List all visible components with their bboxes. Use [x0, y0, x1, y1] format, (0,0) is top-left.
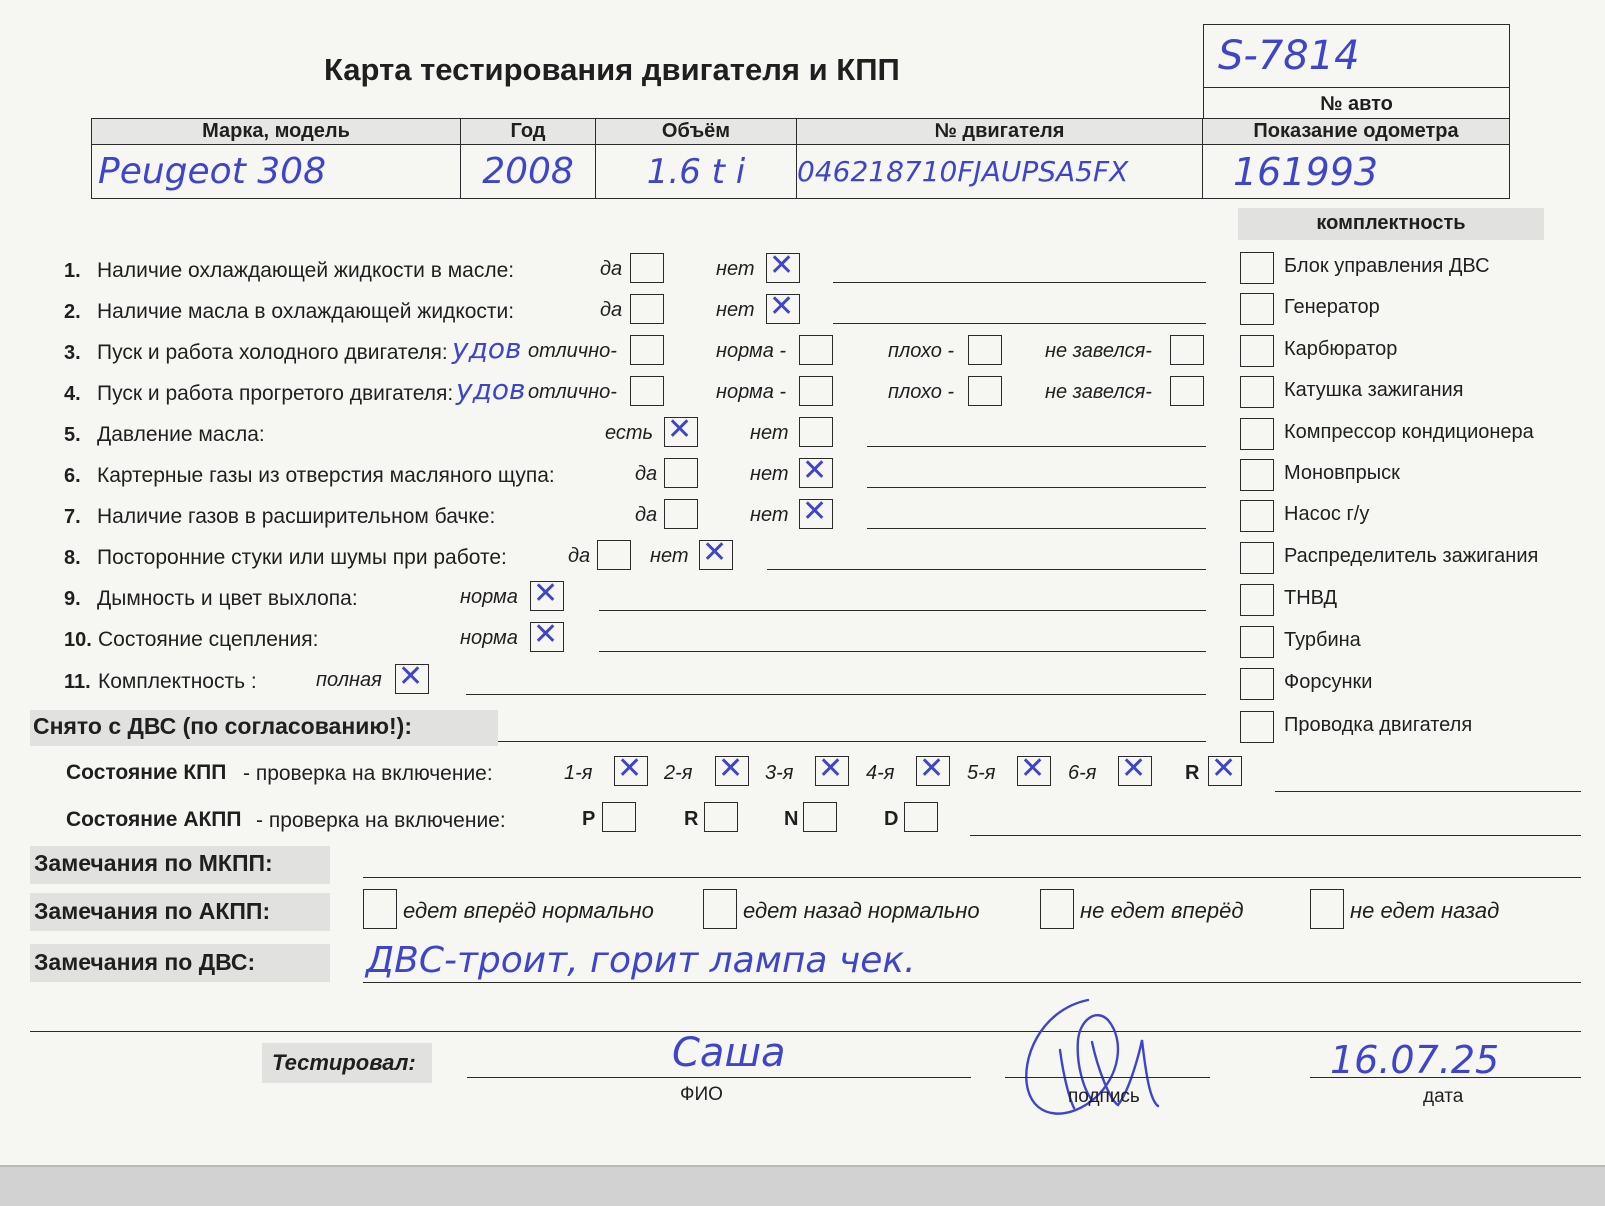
handwritten-note: удов	[452, 332, 522, 365]
question-number: 11.	[64, 671, 91, 693]
check-mark: ✕	[769, 289, 795, 324]
check-mark: ✕	[617, 751, 643, 786]
gear-checkbox[interactable]	[1118, 751, 1152, 786]
kit-checkbox[interactable]	[1240, 542, 1274, 574]
check-mark: ✕	[919, 751, 945, 786]
check-mark: ✕	[667, 412, 693, 447]
kit-checkbox[interactable]	[1240, 376, 1274, 408]
kit-title: комплектность	[1316, 212, 1466, 234]
check-mark: ✕	[718, 751, 744, 786]
q7-no-checkbox[interactable]	[799, 494, 833, 529]
check-mark: ✕	[1211, 751, 1237, 786]
gear-checkbox[interactable]	[916, 751, 950, 786]
question-number: 8.	[64, 547, 81, 569]
q3-bad-checkbox[interactable]	[968, 335, 1002, 365]
option-no: нет	[716, 299, 755, 321]
signature-caption: подпись	[1068, 1086, 1140, 1107]
question-label: Состояние сцепления:	[98, 628, 319, 651]
kit-checkbox[interactable]	[1240, 584, 1274, 616]
q6-no-checkbox[interactable]	[799, 453, 833, 488]
akpp-remark-checkbox[interactable]	[1040, 889, 1074, 929]
q4-bad-checkbox[interactable]	[968, 376, 1002, 406]
option-excellent: отлично-	[528, 381, 617, 403]
kpp-label-rest: - проверка на включение:	[243, 762, 493, 785]
gear-label: 4-я	[866, 762, 895, 784]
kit-item-label: ТНВД	[1284, 587, 1338, 609]
akpp-remark-checkbox[interactable]	[1310, 889, 1344, 929]
q8-yes-checkbox[interactable]	[597, 540, 631, 570]
kit-item-label: Генератор	[1284, 296, 1380, 318]
answer-line	[833, 282, 1206, 283]
akpp-remark-checkbox[interactable]	[703, 889, 737, 929]
q4-not-started-checkbox[interactable]	[1170, 376, 1204, 406]
gear-checkbox[interactable]	[614, 751, 648, 786]
question-number: 3.	[64, 342, 81, 364]
question-label: Дымность и цвет выхлопа:	[97, 587, 358, 610]
question-label: Наличие масла в охлаждающей жидкости:	[97, 300, 515, 323]
handwritten-note: удов	[456, 373, 526, 406]
engine-number-value: 046218710FJAUPSA5FX	[797, 145, 1203, 199]
volume-value: 1.6 t i	[596, 145, 797, 199]
akpp-position-label: R	[684, 808, 699, 830]
kit-item-label: Катушка зажигания	[1284, 379, 1464, 401]
check-mark: ✕	[802, 494, 828, 529]
q1-no-checkbox[interactable]	[766, 248, 800, 283]
kit-item-label: Насос г/у	[1284, 503, 1370, 525]
q11-full-checkbox[interactable]	[395, 659, 429, 694]
q2-no-checkbox[interactable]	[766, 289, 800, 324]
question-number: 10.	[64, 629, 92, 651]
check-mark: ✕	[1121, 751, 1147, 786]
akpp-position-checkbox[interactable]	[704, 802, 738, 832]
option-bad: плохо -	[888, 381, 955, 403]
auto-number-value: S-7814	[1218, 33, 1360, 79]
kit-checkbox[interactable]	[1240, 668, 1274, 700]
option-yes: да	[635, 463, 658, 485]
q6-yes-checkbox[interactable]	[664, 458, 698, 488]
akpp-remark-label: не едет вперёд	[1080, 898, 1244, 923]
kit-item-label: Распределитель зажигания	[1284, 545, 1539, 567]
kit-checkbox[interactable]	[1240, 500, 1274, 532]
remarks-dvs-text: ДВС-троит, горит лампа чек.	[366, 940, 916, 981]
answer-line	[867, 487, 1206, 488]
akpp-remark-checkbox[interactable]	[363, 889, 397, 929]
page-title: Карта тестирования двигателя и КПП	[324, 52, 900, 87]
question-number: 1.	[64, 260, 81, 282]
option-no: нет	[750, 422, 789, 444]
option-not-started: не завелся-	[1045, 381, 1152, 403]
akpp-position-checkbox[interactable]	[803, 802, 837, 832]
akpp-position-label: P	[582, 808, 596, 830]
option-no: нет	[716, 258, 755, 280]
make-model-value: Peugeot 308	[92, 145, 461, 199]
column-header: Объём	[596, 119, 797, 145]
option-yes: да	[600, 299, 623, 321]
check-mark: ✕	[1020, 751, 1046, 786]
q3-not-started-checkbox[interactable]	[1170, 335, 1204, 365]
akpp-position-checkbox[interactable]	[602, 802, 636, 832]
option-normal: норма -	[716, 381, 787, 403]
option-full: полная	[316, 669, 382, 691]
kpp-label: Состояние КПП	[66, 761, 227, 784]
answer-line	[767, 569, 1206, 570]
question-number: 6.	[64, 465, 81, 487]
check-mark: ✕	[533, 617, 559, 652]
answer-line	[599, 610, 1206, 611]
tested-label: Тестировал:	[272, 1050, 416, 1075]
kit-item-label: Турбина	[1284, 629, 1361, 651]
q4-normal-checkbox[interactable]	[799, 376, 833, 406]
q10-norm-checkbox[interactable]	[530, 617, 564, 652]
q2-yes-checkbox[interactable]	[630, 294, 664, 324]
akpp-remark-label: едет назад нормально	[743, 898, 980, 923]
gear-label: 2-я	[664, 762, 693, 784]
check-mark: ✕	[802, 453, 828, 488]
akpp-remark-label: не едет назад	[1350, 898, 1500, 923]
auto-number-label: № авто	[1320, 93, 1393, 115]
option-no: нет	[750, 504, 789, 526]
kit-checkbox[interactable]	[1240, 335, 1274, 367]
question-number: 2.	[64, 301, 81, 323]
q9-norm-checkbox[interactable]	[530, 576, 564, 611]
q1-yes-checkbox[interactable]	[630, 253, 664, 283]
answer-line	[867, 528, 1206, 529]
odometer-value: 161993	[1203, 145, 1510, 199]
akpp-position-label: N	[784, 808, 799, 830]
check-mark: ✕	[398, 659, 424, 694]
kit-item-label: Проводка двигателя	[1284, 714, 1473, 736]
remarks-akpp-label: Замечания по АКПП:	[34, 898, 271, 924]
akpp-position-checkbox[interactable]	[904, 802, 938, 832]
column-header: Марка, модель	[92, 119, 461, 145]
question-number: 4.	[64, 383, 81, 405]
akpp-position-label: D	[884, 808, 899, 830]
vehicle-header-table	[91, 118, 1510, 199]
q5-present-checkbox[interactable]	[664, 412, 698, 447]
gear-checkbox[interactable]	[1208, 751, 1242, 786]
scan-edge	[0, 1165, 1605, 1206]
question-label: Комплектность :	[98, 670, 257, 693]
option-present: есть	[605, 422, 654, 444]
q8-no-checkbox[interactable]	[699, 535, 733, 570]
question-number: 5.	[64, 424, 81, 446]
year-value: 2008	[461, 145, 596, 199]
kit-checkbox[interactable]	[1240, 711, 1274, 743]
question-number: 7.	[64, 506, 81, 528]
option-yes: да	[568, 545, 591, 567]
column-header: Год	[461, 119, 596, 145]
option-bad: плохо -	[888, 340, 955, 362]
check-mark: ✕	[818, 751, 844, 786]
remarks-dvs-label: Замечания по ДВС:	[34, 949, 256, 975]
gear-label: 5-я	[967, 762, 996, 784]
answer-line	[466, 694, 1206, 695]
option-not-started: не завелся-	[1045, 340, 1152, 362]
kit-checkbox[interactable]	[1240, 459, 1274, 491]
kit-checkbox[interactable]	[1240, 626, 1274, 658]
question-label: Картерные газы из отверстия масляного щупа:	[97, 464, 555, 487]
gear-checkbox[interactable]	[715, 751, 749, 786]
q3-normal-checkbox[interactable]	[799, 335, 833, 365]
question-number: 9.	[64, 588, 81, 610]
signature-image	[1000, 980, 1190, 1140]
q4-excellent-checkbox[interactable]	[630, 376, 664, 406]
option-norm: норма	[460, 627, 518, 649]
answer-line	[599, 651, 1206, 652]
kit-item-label: Моновпрыск	[1284, 462, 1400, 484]
akpp-label-rest: - проверка на включение:	[256, 809, 506, 832]
gear-label: R	[1185, 762, 1200, 784]
kit-checkbox[interactable]	[1240, 252, 1274, 284]
option-yes: да	[635, 504, 658, 526]
date-caption: дата	[1423, 1086, 1464, 1107]
question-label: Наличие газов в расширительном бачке:	[97, 505, 496, 528]
name-caption: ФИО	[680, 1084, 723, 1105]
column-header: № двигателя	[797, 119, 1203, 145]
kit-checkbox[interactable]	[1240, 293, 1274, 325]
question-label: Наличие охлаждающей жидкости в масле:	[97, 259, 515, 282]
answer-line	[1275, 791, 1581, 792]
test-date: 16.07.25	[1330, 1038, 1500, 1082]
answer-line	[867, 446, 1206, 447]
q5-no-checkbox[interactable]	[799, 417, 833, 447]
check-mark: ✕	[702, 535, 728, 570]
option-norm: норма	[460, 586, 518, 608]
kit-checkbox[interactable]	[1240, 418, 1274, 450]
kit-item-label: Карбюратор	[1284, 338, 1398, 360]
kit-item-label: Компрессор кондиционера	[1284, 421, 1534, 443]
answer-line	[833, 323, 1206, 324]
gear-checkbox[interactable]	[1017, 751, 1051, 786]
option-normal: норма -	[716, 340, 787, 362]
removed-label: Снято с ДВС (по согласованию!):	[33, 713, 412, 739]
gear-label: 6-я	[1068, 762, 1097, 784]
option-excellent: отлично-	[528, 340, 617, 362]
check-mark: ✕	[769, 248, 795, 283]
q3-excellent-checkbox[interactable]	[630, 335, 664, 365]
question-label: Посторонние стуки или шумы при работе:	[97, 546, 507, 569]
akpp-label: Состояние АКПП	[66, 808, 242, 831]
option-no: нет	[750, 463, 789, 485]
kit-item-label: Форсунки	[1284, 671, 1373, 693]
question-label: Пуск и работа прогретого двигателя:	[97, 382, 454, 405]
remarks-mkpp-label: Замечания по МКПП:	[34, 850, 273, 876]
check-mark: ✕	[533, 576, 559, 611]
option-no: нет	[650, 545, 689, 567]
column-header: Показание одометра	[1203, 119, 1510, 145]
gear-checkbox[interactable]	[815, 751, 849, 786]
answer-line	[970, 835, 1581, 836]
q7-yes-checkbox[interactable]	[664, 499, 698, 529]
akpp-remark-label: едет вперёд нормально	[403, 898, 654, 923]
gear-label: 3-я	[765, 762, 794, 784]
kit-item-label: Блок управления ДВС	[1284, 255, 1490, 277]
question-label: Давление масла:	[97, 423, 265, 446]
gear-label: 1-я	[564, 762, 593, 784]
option-yes: да	[600, 258, 623, 280]
question-label: Пуск и работа холодного двигателя:	[97, 341, 448, 364]
tester-name: Саша	[672, 1030, 786, 1076]
